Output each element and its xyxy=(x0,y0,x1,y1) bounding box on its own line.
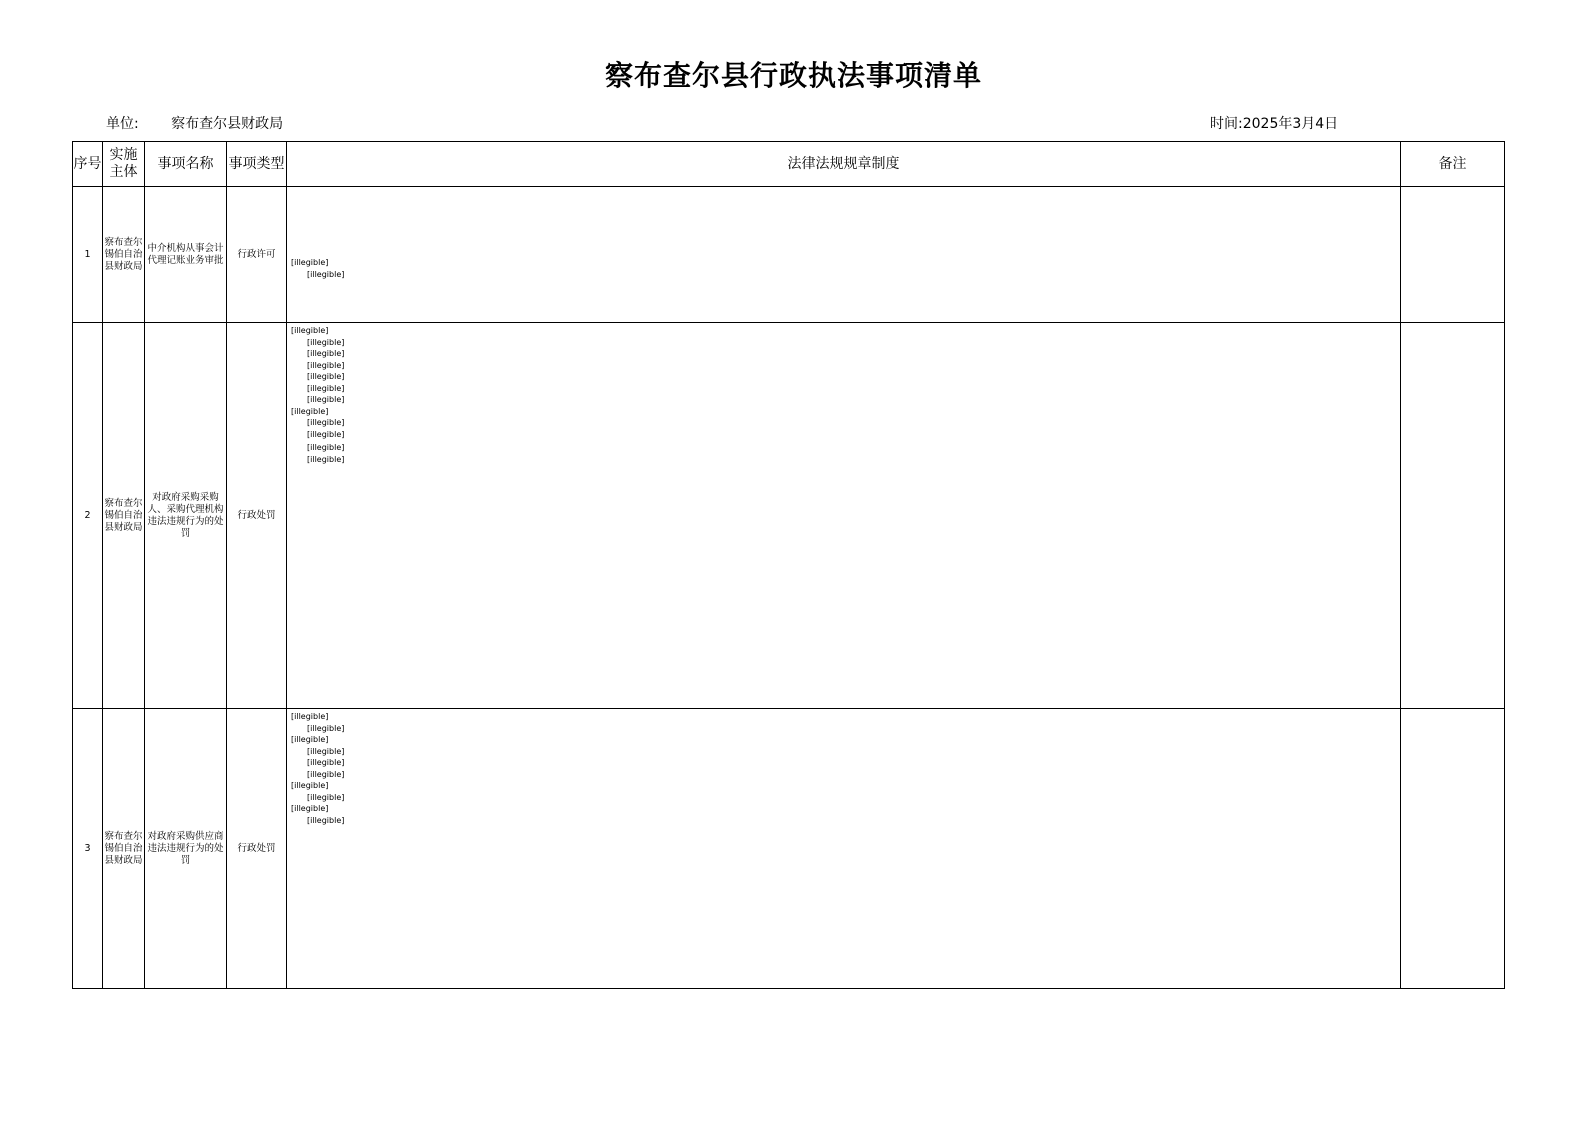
law-paragraph: [illegible] xyxy=(291,735,329,744)
unit-value: 察布查尔县财政局 xyxy=(171,116,284,132)
row-item: 对政府采购供应商违法违规行为的处罚 xyxy=(145,709,227,989)
law-paragraph: [illegible] xyxy=(307,443,345,452)
table-row xyxy=(73,187,1505,323)
law-paragraph: [illegible] xyxy=(307,758,345,767)
row-item: 中介机构从事会计代理记账业务审批 xyxy=(145,187,227,323)
law-paragraph: [illegible] xyxy=(291,712,329,721)
row-subject: 察布查尔锡伯自治县财政局 xyxy=(103,187,145,323)
row-remark xyxy=(1401,187,1505,323)
law-paragraph: [illegible] xyxy=(307,337,345,347)
row-type: 行政处罚 xyxy=(227,323,287,709)
header-law: 法律法规规章制度 xyxy=(287,142,1401,187)
header-type: 事项类型 xyxy=(227,142,287,187)
law-paragraph: [illegible] xyxy=(307,429,345,439)
law-paragraph: [illegible] xyxy=(307,269,345,279)
row-subject: 察布查尔锡伯自治县财政局 xyxy=(103,709,145,989)
row-no: 3 xyxy=(73,709,103,989)
table-row xyxy=(73,323,1505,709)
law-paragraph: [illegible] xyxy=(307,418,345,427)
table-header-row xyxy=(73,142,1505,187)
row-law xyxy=(287,323,1401,709)
law-paragraph: [illegible] xyxy=(291,406,329,416)
row-subject: 察布查尔锡伯自治县财政局 xyxy=(103,323,145,709)
law-paragraph: [illegible] xyxy=(307,349,345,358)
enforcement-table xyxy=(72,141,1505,989)
header-remark: 备注 xyxy=(1401,142,1505,187)
row-remark xyxy=(1401,323,1505,709)
law-paragraph: [illegible] xyxy=(307,360,345,370)
law-paragraph: [illegible] xyxy=(307,815,345,825)
law-paragraph: [illegible] xyxy=(307,769,345,779)
unit-label: 单位: xyxy=(106,116,139,132)
law-paragraph: [illegible] xyxy=(291,258,329,267)
row-law xyxy=(287,187,1401,323)
unit-info xyxy=(106,113,283,133)
law-paragraph: [illegible] xyxy=(307,372,345,381)
law-paragraph: [illegible] xyxy=(307,454,345,464)
row-no: 1 xyxy=(73,187,103,323)
law-paragraph: [illegible] xyxy=(307,723,345,733)
law-paragraph: [illegible] xyxy=(291,804,329,813)
law-paragraph: [illegible] xyxy=(291,781,329,790)
law-paragraph: [illegible] xyxy=(291,326,329,335)
law-paragraph: [illegible] xyxy=(307,746,345,756)
row-no: 2 xyxy=(73,323,103,709)
table-row xyxy=(73,709,1505,989)
header-no: 序号 xyxy=(73,142,103,187)
date-info: 时间:2025年3月4日 xyxy=(1210,116,1339,132)
page-title: 察布查尔县行政执法事项清单 xyxy=(604,59,982,92)
law-paragraph: [illegible] xyxy=(307,383,345,393)
row-law xyxy=(287,709,1401,989)
row-type: 行政许可 xyxy=(227,187,287,323)
law-paragraph: [illegible] xyxy=(307,395,345,404)
header-item: 事项名称 xyxy=(145,142,227,187)
header-subject: 实施主体 xyxy=(103,142,145,187)
row-remark xyxy=(1401,709,1505,989)
law-paragraph: [illegible] xyxy=(307,792,345,802)
row-type: 行政处罚 xyxy=(227,709,287,989)
row-item: 对政府采购采购人、采购代理机构违法违规行为的处罚 xyxy=(145,323,227,709)
